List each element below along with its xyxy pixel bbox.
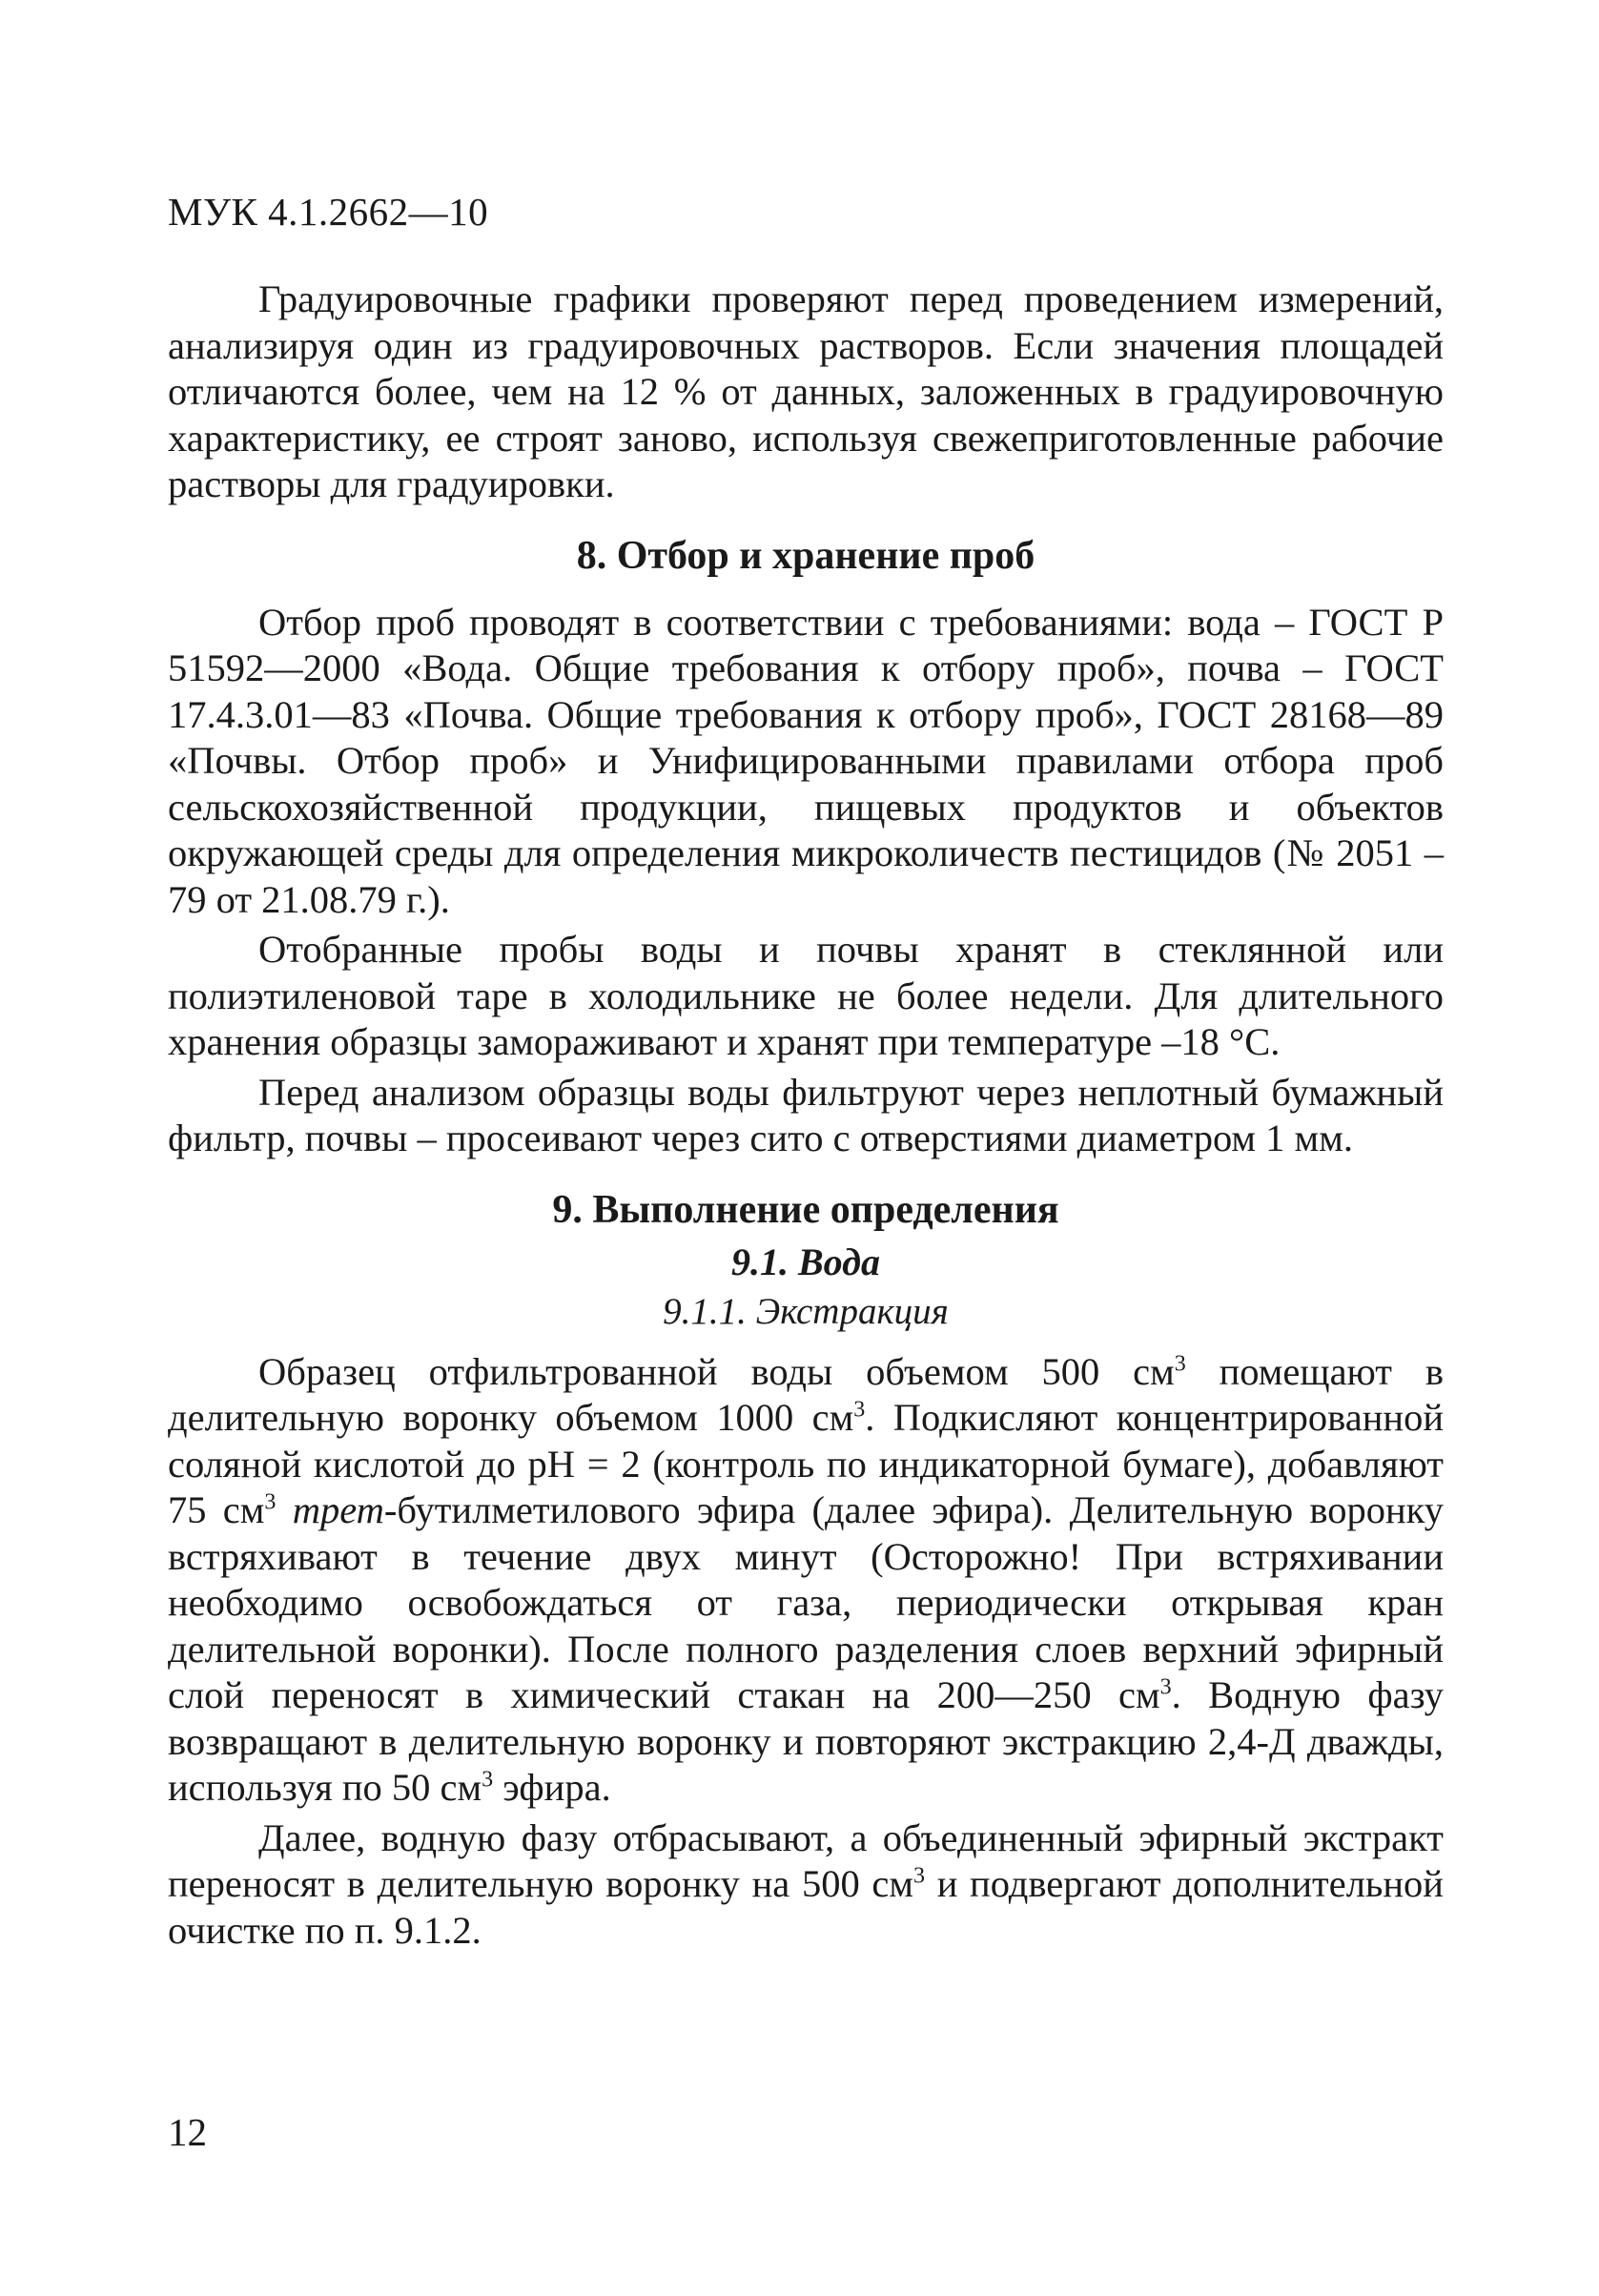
paragraph-extract-transfer	[168, 1815, 1444, 1955]
superscript: 3	[913, 1863, 925, 1889]
page-number: 12	[168, 2110, 207, 2154]
text-run: Образец отфильтрованной воды объемом 500 см	[258, 1349, 1175, 1393]
section-9-heading: 9. Выполнение определения	[552, 1187, 1059, 1232]
text-run: помещают в делительную воронку объемом 1000 см	[168, 1349, 1444, 1439]
italic-prefix: трет	[292, 1488, 384, 1531]
text-run	[276, 1488, 292, 1531]
text-run: Далее, водную фазу отбрасывают, а объединенный эфирный экстракт переносят в делительную воронку на 500 см	[168, 1815, 1444, 1905]
page-content	[168, 277, 1444, 1954]
subsection-9-1-1-heading: 9.1.1. Экстракция	[663, 1290, 949, 1332]
document-code-header: МУК 4.1.2662—10	[168, 190, 489, 234]
paragraph-sample-storage: Отобранные пробы воды и почвы хранят в стеклянной или полиэтиленовой таре в холодильнике не более недели. Для длительного хранения образцы замораживают и хранят при температуре –18 °С.	[168, 928, 1444, 1063]
superscript: 3	[1174, 1351, 1186, 1376]
text-run: . Водную фазу возвращают в делительную воронку и повторяют экстракцию 2,4-Д дважды, используя по 50 см	[168, 1673, 1444, 1809]
paragraph-sample-filtering: Перед анализом образцы воды фильтруют через неплотный бумажный фильтр, почвы – просеивают через сито с отверстиями диаметром 1 мм.	[168, 1070, 1444, 1159]
section-8-heading: 8. Отбор и хранение проб	[576, 533, 1035, 578]
text-run: . Подкисляют концентрированной соляной кислотой до pH = 2 (контроль по индикаторной бумаге), добавляют 75 см	[168, 1396, 1444, 1531]
paragraph-sampling-standards: Отбор проб проводят в соответствии с требованиями: вода – ГОСТ Р 51592—2000 «Вода. Общие требования к отбору проб», почва – ГОСТ 17.4.3.01—83 «Почва. Общие требования к отбору проб», ГОСТ 28168—89 «Почвы. Отбор проб» и Унифицированными правилами отбора проб сельскохозяйственной продукции, пищевых продуктов и объектов окружающей среды для определения микроколичеств пестицидов (№ 2051 – 79 от 21.08.79 г.).	[168, 600, 1444, 921]
text-run: -бутилметилового эфира (далее эфира). Делительную воронку встряхивают в течение двух минут (Осторожно! При встряхивании необходимо освобождаться от газа, периодически открывая кран делительной воронки). После полного разделения слоев верхний эфирный слой переносят в химический стакан на 200—250 см	[168, 1488, 1445, 1716]
superscript: 3	[1159, 1674, 1172, 1700]
superscript: 3	[853, 1397, 866, 1423]
paragraph-extraction-procedure	[168, 1349, 1444, 1812]
text-run: и подвергают дополнительной очистке по п. 9.1.2.	[168, 1862, 1444, 1952]
text-run: эфира.	[493, 1766, 611, 1809]
superscript: 3	[482, 1767, 494, 1793]
superscript: 3	[264, 1489, 277, 1515]
subsection-9-1-heading: 9.1. Вода	[731, 1240, 880, 1283]
paragraph-calibration-check: Градуировочные графики проверяют перед проведением измерений, анализируя один из градуировочных растворов. Если значения площадей отличаются более, чем на 12 % от данных, заложенных в градуировочную характеристику, ее строят заново, используя свежеприготовленные рабочие растворы для градуировки.	[168, 277, 1444, 505]
